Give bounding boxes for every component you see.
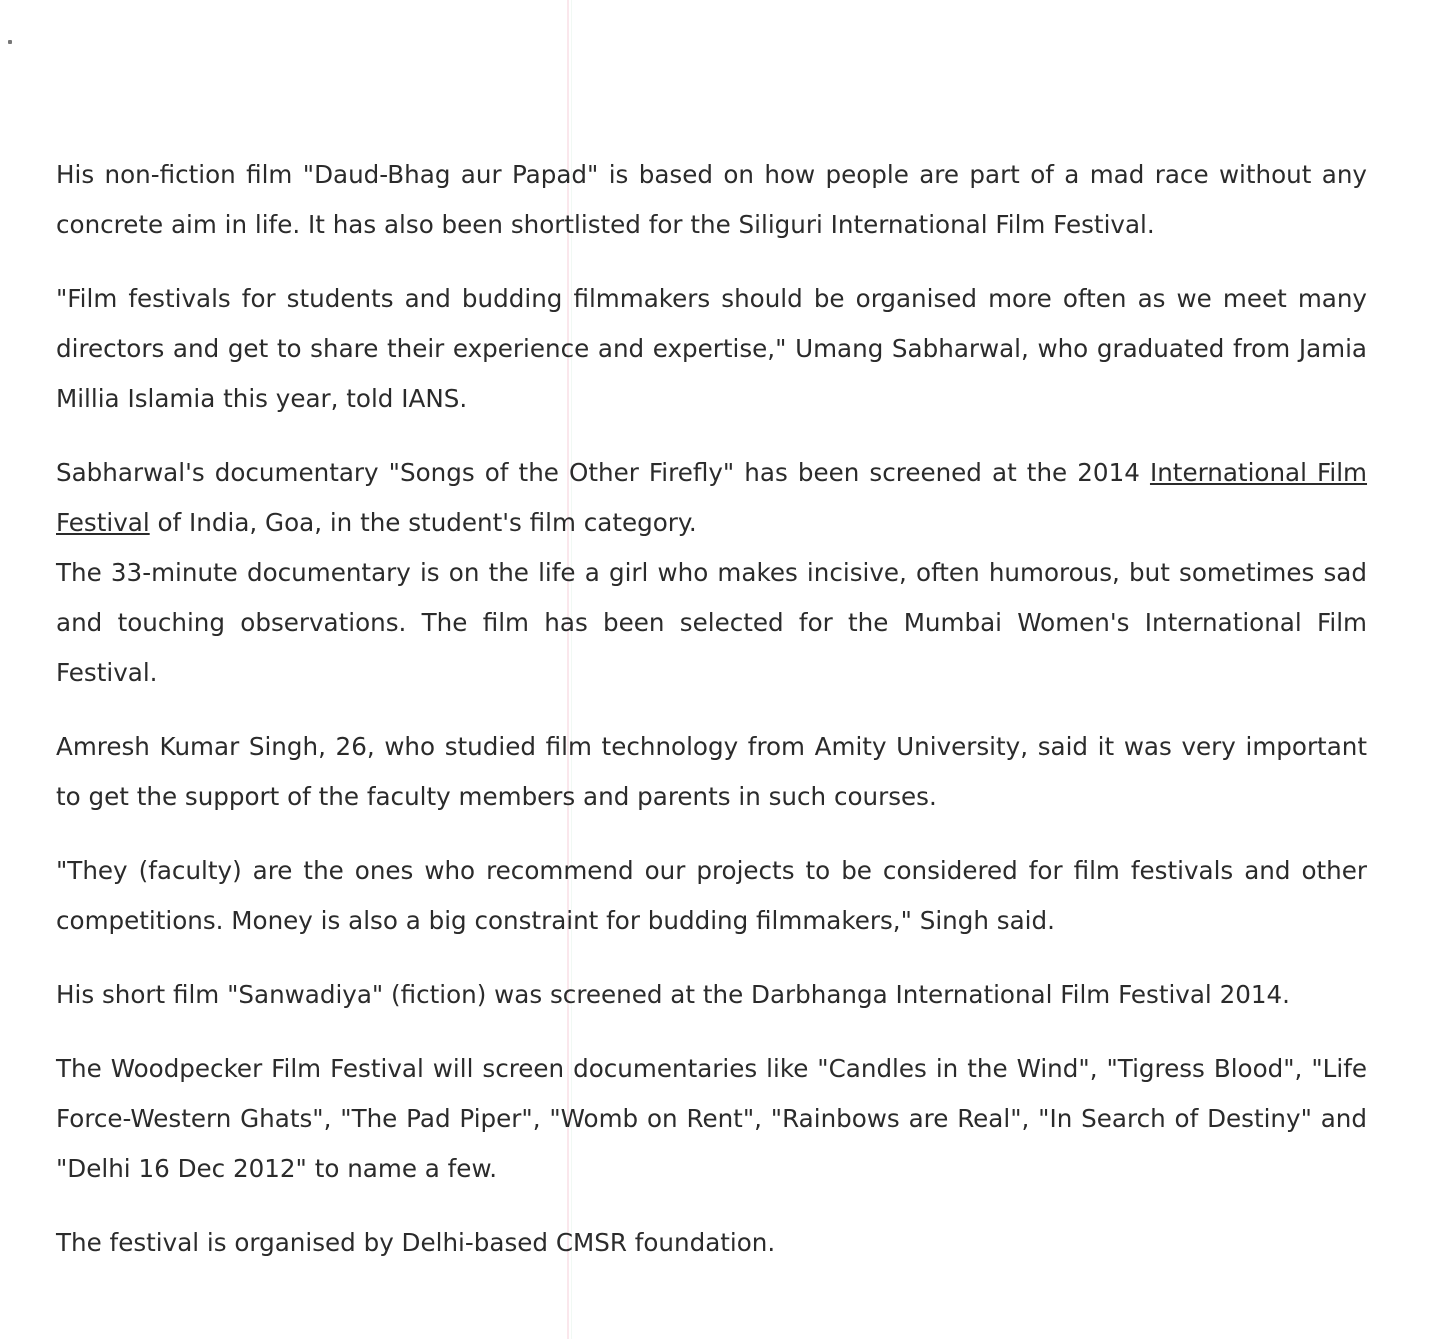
paragraph-sanwadiya: His short film "Sanwadiya" (fiction) was screened at the Darbhanga International Film Festival 2014. (56, 980, 1290, 1009)
paragraph-umang-quote: "Film festivals for students and budding filmmakers should be organised more often as we meet many directors and get to share their experience and expertise," Umang Sabharwal, who graduated from Jamia Millia Islamia this year, told IANS. (56, 284, 1367, 413)
paragraph-daud-bhag: His non-fiction film "Daud-Bhag aur Papad" is based on how people are part of a mad race without any concrete aim in life. It has also been shortlisted for the Siliguri International Film Festival. (56, 160, 1367, 239)
paragraph-songs-firefly-after: of India, Goa, in the student's film category. (149, 508, 697, 537)
paragraph-faculty-quote: "They (faculty) are the ones who recommend our projects to be considered for film festivals and other competitions. Money is also a big constraint for budding filmmakers," Singh said. (56, 856, 1367, 935)
paragraph-songs-firefly (56, 448, 1367, 548)
paragraph-woodpecker-documentaries: The Woodpecker Film Festival will screen documentaries like "Candles in the Wind", "Tigress Blood", "Life Force-Western Ghats", "The Pad Piper", "Womb on Rent", "Rainbows are Real", "In Search of Destiny" and "Delhi 16 Dec 2012" to name a few. (56, 1054, 1367, 1183)
document-body (56, 150, 1367, 1268)
paragraph-33-minute-documentary: The 33-minute documentary is on the life a girl who makes incisive, often humorous, but sometimes sad and touching observations. The film has been selected for the Mumbai Women's International Film Festival. (56, 558, 1367, 687)
paragraph-amresh-singh: Amresh Kumar Singh, 26, who studied film technology from Amity University, said it was very important to get the support of the faculty members and parents in such courses. (56, 732, 1367, 811)
paragraph-cmsr-foundation: The festival is organised by Delhi-based CMSR foundation. (56, 1228, 776, 1257)
paragraph-songs-firefly-before: Sabharwal's documentary "Songs of the Other Firefly" has been screened at the 2014 (56, 458, 1150, 487)
scan-speck (8, 40, 12, 44)
international-film-festival-link[interactable]: International Film Festival (56, 458, 1368, 537)
